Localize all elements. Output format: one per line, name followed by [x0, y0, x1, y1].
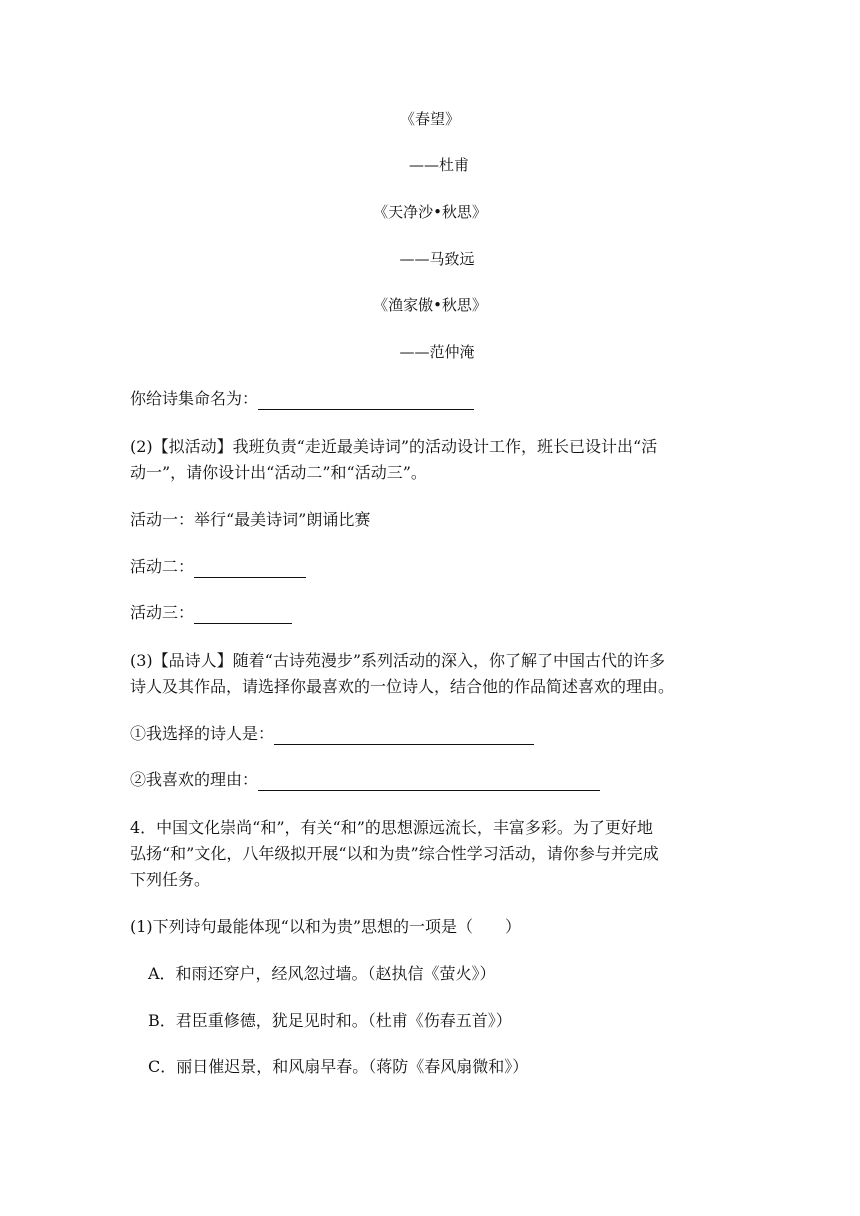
- collection-name-blank[interactable]: [258, 391, 474, 410]
- q4-text-line2: 弘扬“和”文化，八年级拟开展“以和为贵”综合性学习活动，请你参与并完成: [130, 844, 659, 863]
- poem-author-1: ——杜甫: [408, 156, 469, 174]
- poem-author-2: ——马致远: [399, 250, 475, 268]
- activity-2-label: 活动二：: [130, 557, 195, 576]
- activity-1: 活动一：举行“最美诗词”朗诵比赛: [130, 510, 371, 529]
- q2-text-line1: (2)【拟活动】我班负责“走近最美诗词”的活动设计工作，班长已设计出“活: [130, 437, 658, 456]
- activity-2-blank[interactable]: [194, 559, 306, 578]
- poem-author-3: ——范仲淹: [399, 343, 475, 361]
- q3-reason-blank[interactable]: [258, 772, 600, 791]
- q3-poet-blank[interactable]: [274, 726, 534, 745]
- activity-3-blank[interactable]: [194, 605, 292, 624]
- option-a[interactable]: A．和雨还穿户，经风忽过墙。（赵执信《萤火》）: [148, 964, 496, 983]
- q3-reason-label: ②我喜欢的理由：: [130, 770, 259, 789]
- q4-text-line3: 下列任务。: [130, 870, 211, 889]
- activity-3-label: 活动三：: [130, 603, 195, 622]
- q4-sub1-question: (1)下列诗句最能体现“以和为贵”思想的一项是（ ）: [130, 917, 522, 936]
- collection-name-label: 你给诗集命名为：: [130, 389, 259, 408]
- poem-title-3: 《渔家傲•秋思》: [373, 296, 487, 314]
- q3-text-line1: (3)【品诗人】随着“古诗苑漫步”系列活动的深入，你了解了中国古代的许多: [130, 651, 666, 670]
- poem-title-1: 《春望》: [399, 110, 460, 128]
- activity-2: [130, 556, 306, 578]
- q3-reason-question: [130, 769, 600, 791]
- q3-poet-question: [130, 723, 534, 745]
- collection-name-question: [130, 388, 474, 410]
- q3-poet-label: ①我选择的诗人是：: [130, 724, 275, 743]
- option-c[interactable]: C．丽日催迟景，和风扇早春。（蒋防《春风扇微和》）: [148, 1057, 529, 1076]
- q2-text-line2: 动一”，请你设计出“活动二”和“活动三”。: [130, 463, 427, 482]
- q3-text-line2: 诗人及其作品，请选择你最喜欢的一位诗人，结合他的作品简述喜欢的理由。: [130, 677, 675, 696]
- q4-text-line1: 4．中国文化崇尚“和”，有关“和”的思想源远流长，丰富多彩。为了更好地: [130, 818, 653, 837]
- poem-title-2: 《天净沙•秋思》: [373, 203, 487, 221]
- activity-3: [130, 602, 292, 624]
- option-b[interactable]: B．君臣重修德，犹足见时和。（杜甫《伤春五首》）: [148, 1011, 512, 1030]
